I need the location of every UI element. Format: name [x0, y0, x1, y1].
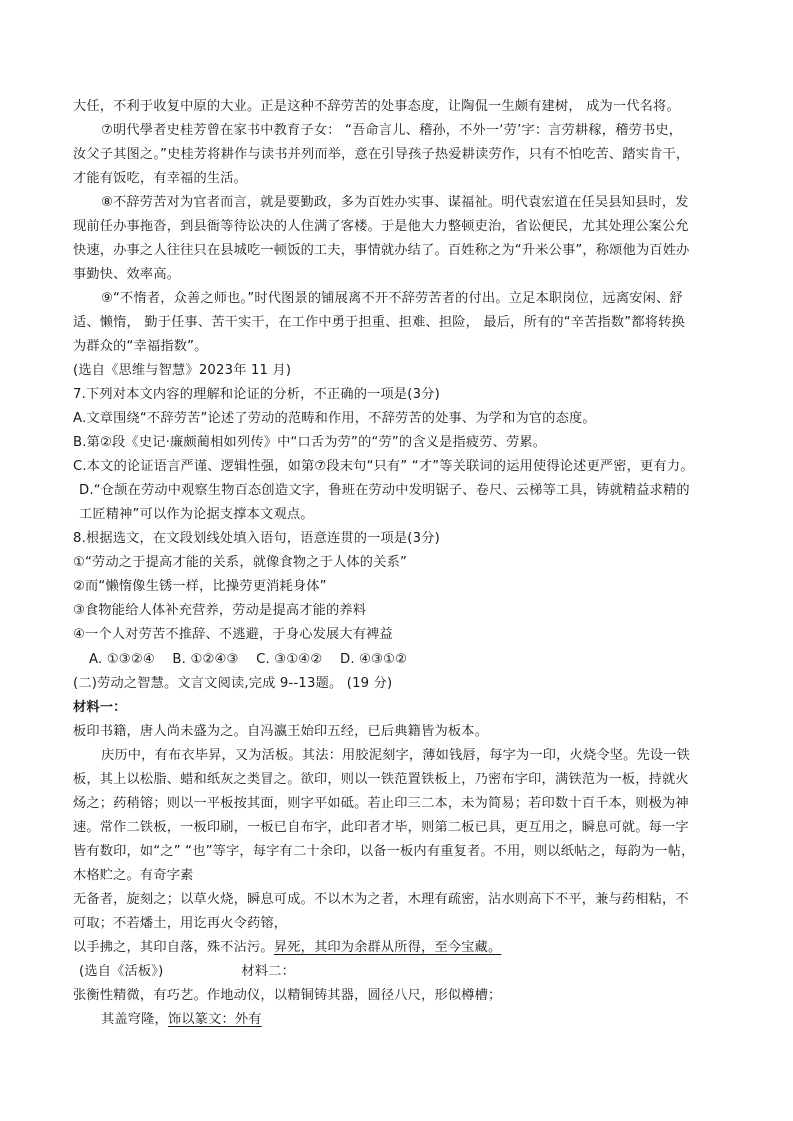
- option-b: B.第②段《史记·廉颇蔺相如列传》中“口舌为劳”的“劳”的含义是指疲劳、劳累。: [73, 435, 547, 450]
- underlined-phrase: 饰以篆文：外有: [167, 1012, 262, 1027]
- choice-4: ④一个人对劳苦不推辞、不逃避，于身心发展大有裨益: [73, 627, 393, 642]
- choice-3: ③食物能给人体补充营养，劳动是提高才能的养料: [73, 603, 367, 618]
- material-2-heading: 张衡性精微，有巧艺。作地动仪，以精铜铸其器，圆径八尺，形似樽槽；: [73, 988, 502, 1003]
- question-7: 7.下列对本文内容的理解和论证的分析，不正确的一项是(3分): [73, 387, 440, 402]
- paragraph-8: ⑧不辞劳苦对为官者而言，就是要勤政，多为百姓办实事、谋福祉。明代袁宏道在任吴县知县时，发: [101, 195, 689, 210]
- text-line: 板印书籍，唐人尚未盛为之。自冯瀛王始印五经，已后典籍皆为板本。: [73, 724, 489, 739]
- text-segment: 其盖穹隆，: [101, 1012, 168, 1027]
- source-note: 材料二：: [241, 964, 295, 979]
- text-line: 庆历中，有布衣毕昇，又为活板。其法：用胶泥刻字，薄如钱唇，每字为一印，火烧令坚。先设一铁: [101, 748, 691, 763]
- option-a: A.文章围绕“不辞劳苦”论述了劳动的范畴和作用，不辞劳苦的处事、为学和为官的态度。: [73, 411, 596, 426]
- question-8: 8.根据选文，在文段划线处填入语句，语意连贯的一项是(3分): [73, 531, 440, 546]
- text-line: 为群众的“幸福指数”。: [73, 339, 208, 354]
- text-line: [79, 962, 295, 982]
- text-line: 快速，办事之人往往只在县城吃一顿饭的工夫，事情就办结了。百姓称之为“升米公事”，称颂他为百姓办: [73, 243, 690, 258]
- option-d: D.“仓颉在劳动中观察生物百态创造文字，鲁班在劳动中发明锯子、卷尺、云梯等工具，铸就精益求精的: [79, 483, 690, 498]
- section-heading: (二)劳动之智慧。文言文阅读,完成 9--13题。 (19 分): [73, 676, 393, 691]
- text-segment: 可取；不若燔土，用讫再火令药镕，: [73, 916, 288, 931]
- choice-1: ①“劳动之于提高才能的关系，就像食物之于人体的关系”: [73, 555, 407, 570]
- text-line: 适、懒惰， 勤于任事、苦干实干，在工作中勇于担重、担难、担险， 最后，所有的“辛苦指数”都将转换: [73, 315, 685, 330]
- text-line: 汝父子其图之。”史桂芳将耕作与读书并列而举，意在引导孩子热爱耕读劳作，只有不怕吃苦、踏实肯干，: [73, 147, 690, 162]
- text-line: 才能有饭吃，有幸福的生活。: [73, 171, 248, 186]
- underlined-sentence: 昇死，其印为余群从所得，至今宝藏。: [273, 940, 502, 955]
- text-line: 炀之；药稍镕；则以一平板按其面，则字平如砥。若止印三二本，未为简易；若印数十百千本，则极为神: [73, 796, 689, 811]
- text-line: 现前任办事拖沓，到县衙等待讼决的人住满了客楼。于是他大力整顿吏治，省讼便民，尤其处理公案公允: [73, 219, 689, 234]
- text-line: 板，其上以松脂、蜡和纸灰之类冒之。欲印，则以一铁范置铁板上，乃密布字印，满铁范为一板，持就火: [73, 772, 689, 787]
- text-segment: 以手拂之，其印自落，殊不沾污。: [73, 940, 274, 955]
- source-note: (选自《思维与智慧》2023年 11 月): [73, 363, 292, 378]
- text-line: 皆有数印，如“之” “也”等字，每字有二十余印，以备一板内有重复者。不用，则以纸帖之，每韵为一帖，: [73, 844, 695, 859]
- paragraph-9: ⑨“不惰者，众善之师也。”时代图景的铺展离不开不辞劳苦者的付出。立足本职岗位，远离安闲、舒: [101, 291, 683, 306]
- text-segment: (选自《活板》): [79, 964, 164, 979]
- text-line: [73, 914, 287, 934]
- answer-options: A. ①③②④ B. ①②④③ C. ③①④② D. ④③①②: [89, 652, 408, 667]
- text-line: [73, 938, 501, 958]
- material-1-heading: 材料一：: [73, 700, 127, 715]
- text-line: 工匠精神”可以作为论据支撑本文观点。: [79, 507, 314, 522]
- text-line: [101, 1010, 262, 1030]
- text-line: 速。常作二铁板，一板印刷，一板已自布字，此印者才毕，则第二板已具，更互用之，瞬息可就。每一字: [73, 820, 689, 835]
- paragraph-7: ⑦明代學者史桂芳曾在家书中教育子女： “吾命言儿、稽孙，不外一‘劳’字：言劳耕稼，稽劳书史，: [101, 123, 683, 138]
- option-c: C.本文的论证语言严谨、逻辑性强，如第⑦段末句“只有” “才”等关联词的运用使得论述更严密，更有力。: [73, 459, 694, 474]
- text-line: 事勤快、效率高。: [73, 267, 181, 282]
- choice-2: ②而“懒惰像生锈一样，比操劳更消耗身体”: [73, 579, 327, 594]
- text-line: 无备者，旋刻之；以草火烧，瞬息可成。不以木为之者，木理有疏密，沾水则高下不平，兼与药相粘，不: [73, 892, 689, 907]
- text-line: 木格贮之。有奇字素: [73, 868, 194, 883]
- text-line: 大任，不利于收复中原的大业。正是这种不辞劳苦的处事态度，让陶侃一生颇有建树， 成为一代名将。: [73, 99, 680, 114]
